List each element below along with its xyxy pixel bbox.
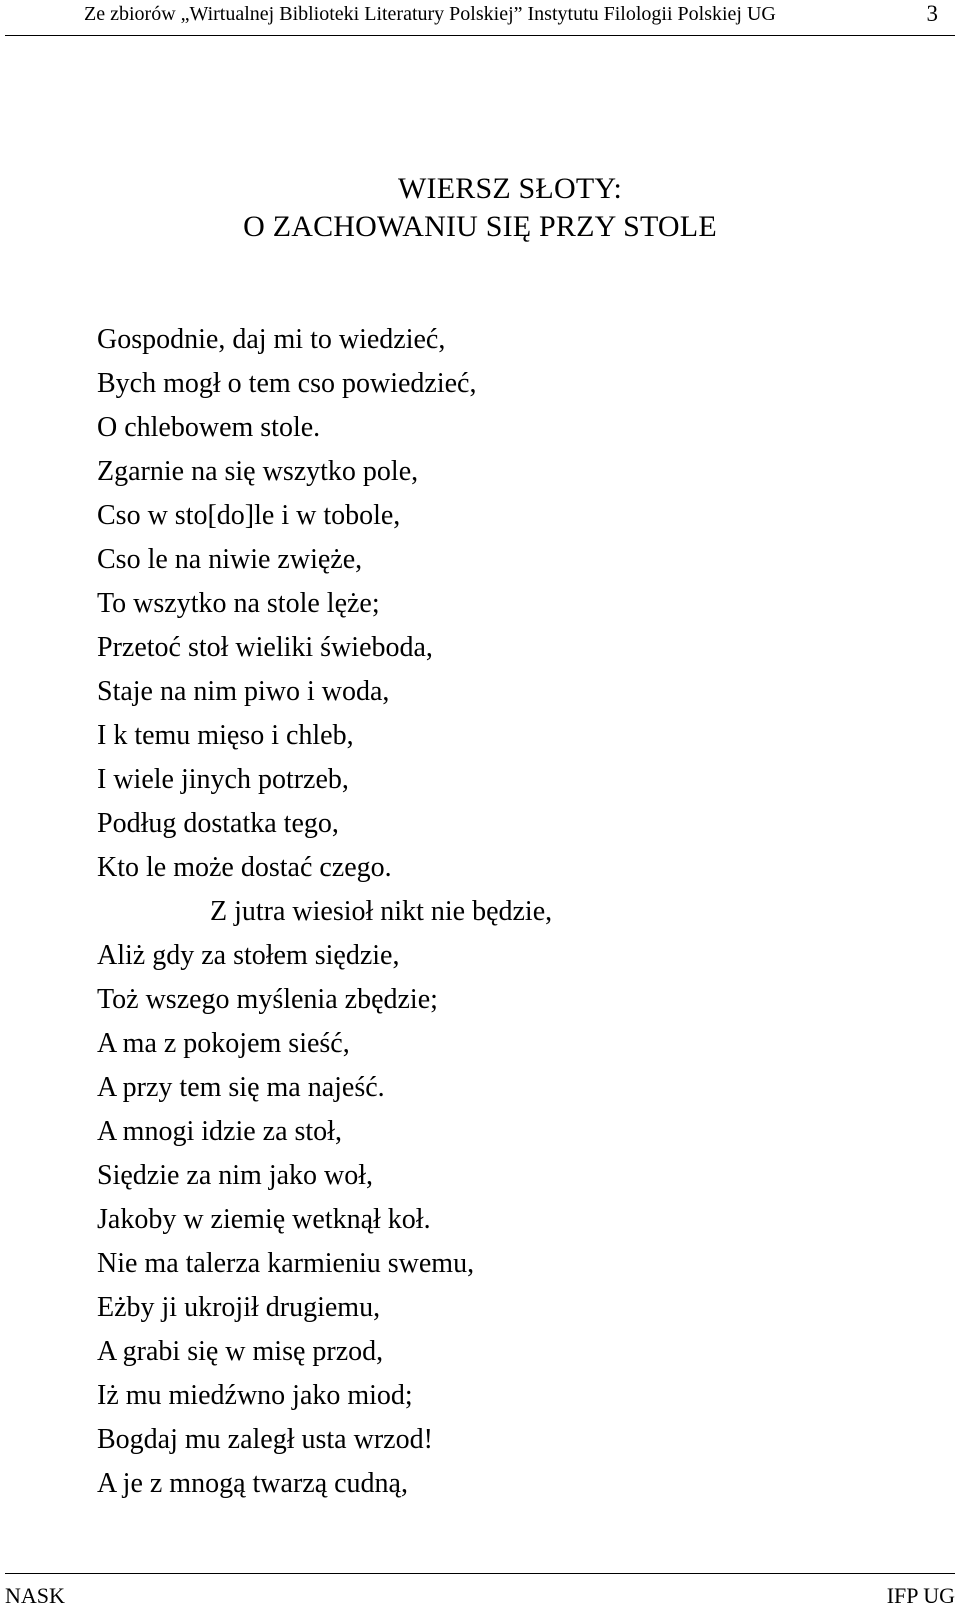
poem-line: Iż mu miedźwno jako miod; bbox=[97, 1380, 413, 1411]
poem-line: Zgarnie na się wszytko pole, bbox=[97, 456, 419, 487]
poem-line: A mnogi idzie za stoł, bbox=[97, 1116, 342, 1147]
poem-line: Podług dostatka tego, bbox=[97, 808, 339, 839]
poem-line: Eżby ji ukrojił drugiemu, bbox=[97, 1292, 381, 1323]
footer-left-text: NASK bbox=[5, 1583, 65, 1608]
poem-line: Toż wszego myślenia zbędzie; bbox=[97, 984, 438, 1015]
poem-line: Cso w sto[do]le i w tobole, bbox=[97, 500, 401, 531]
poem-body bbox=[97, 318, 552, 1506]
page-header bbox=[0, 0, 960, 36]
poem-line: Siędzie za nim jako woł, bbox=[97, 1160, 374, 1191]
poem-line: A ma z pokojem sieść, bbox=[97, 1028, 350, 1059]
poem-line: I wiele jinych potrzeb, bbox=[97, 764, 349, 795]
poem-line: A grabi się w misę przod, bbox=[97, 1336, 384, 1367]
poem-line: To wszytko na stole lęże; bbox=[97, 588, 380, 619]
page-footer bbox=[0, 1573, 960, 1615]
header-source-text: Ze zbiorów „Wirtualnej Biblioteki Literatury Polskiej” Instytutu Filologii Polskiej UG bbox=[84, 3, 776, 25]
footer-right-text: IFP UG bbox=[886, 1583, 955, 1608]
poem-line: Gospodnie, daj mi to wiedzieć, bbox=[97, 324, 446, 355]
poem-line: Jakoby w ziemię wetknął koł. bbox=[97, 1204, 431, 1235]
poem-line: Bogdaj mu zaległ usta wrzod! bbox=[97, 1424, 433, 1455]
poem-line: Cso le na niwie zwięże, bbox=[97, 544, 363, 575]
poem-line: I k temu mięso i chleb, bbox=[97, 720, 354, 751]
title-line-1: WIERSZ SŁOTY: bbox=[398, 172, 622, 205]
poem-line: Bych mogł o tem cso powiedzieć, bbox=[97, 368, 477, 399]
page-number: 3 bbox=[926, 1, 938, 26]
poem-line: Nie ma talerza karmieniu swemu, bbox=[97, 1248, 475, 1279]
poem-title bbox=[0, 170, 960, 246]
poem-line: A przy tem się ma najeść. bbox=[97, 1072, 385, 1103]
poem-line: Przetoć stoł wieliki świeboda, bbox=[97, 632, 433, 663]
poem-line: O chlebowem stole. bbox=[97, 412, 321, 443]
poem-line: Aliż gdy za stołem siędzie, bbox=[97, 940, 400, 971]
poem-line: A je z mnogą twarzą cudną, bbox=[97, 1468, 408, 1499]
poem-line: Staje na nim piwo i woda, bbox=[97, 676, 390, 707]
title-line-2: O ZACHOWANIU SIĘ PRZY STOLE bbox=[243, 210, 717, 243]
poem-line-indented: Z jutra wiesioł nikt nie będzie, bbox=[210, 896, 553, 927]
footer-divider bbox=[5, 1573, 955, 1574]
poem-line: Kto le może dostać czego. bbox=[97, 852, 392, 883]
header-divider bbox=[5, 35, 955, 36]
